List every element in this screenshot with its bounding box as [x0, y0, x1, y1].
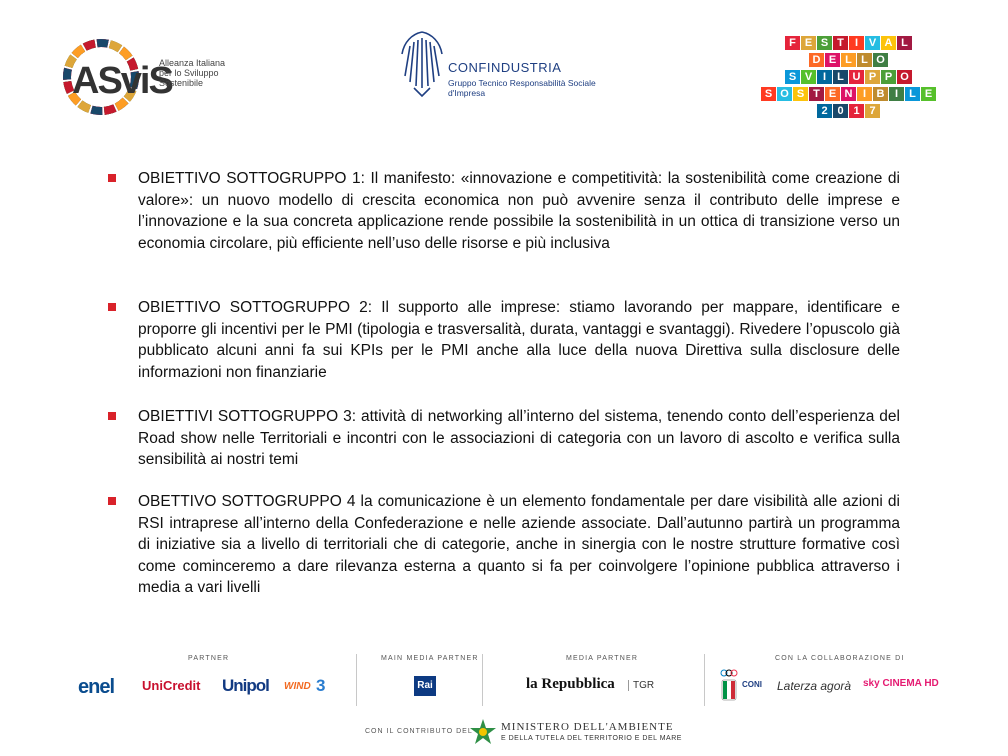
- festival-letter: 1: [849, 104, 864, 118]
- repubblica-logo: la Repubblica: [526, 676, 615, 692]
- ministero-star-icon: [469, 718, 497, 746]
- enel-logo: enel: [78, 676, 115, 698]
- main-media-label: MAIN MEDIA PARTNER: [381, 655, 479, 662]
- partner-group: [70, 652, 350, 712]
- partners-strip: [70, 652, 950, 712]
- bullet-marker: [108, 497, 116, 505]
- festival-row: [785, 70, 913, 86]
- festival-row: [785, 36, 913, 52]
- festival-letter: B: [873, 87, 888, 101]
- festival-letter: T: [833, 36, 848, 50]
- festival-letter: O: [897, 70, 912, 84]
- festival-letter: E: [825, 87, 840, 101]
- festival-letter: I: [817, 70, 832, 84]
- partner-divider: [356, 654, 357, 706]
- three-logo: 3: [316, 676, 326, 695]
- confindustria-name: CONFINDUSTRIA: [448, 60, 562, 75]
- festival-letter: 0: [833, 104, 848, 118]
- festival-row: [761, 87, 937, 103]
- unicredit-logo: UniCredit: [142, 678, 201, 693]
- festival-letter: V: [801, 70, 816, 84]
- rai-logo: Rai: [414, 676, 436, 696]
- festival-letter: 2: [817, 104, 832, 118]
- contributo-label: CON IL CONTRIBUTO DEL: [365, 728, 473, 735]
- confindustria-logo: [398, 28, 608, 106]
- objective-text-3: OBIETTIVI SOTTOGRUPPO 3: attività di networking all’interno del sistema, tenendo conto dell’esperienza del Road show nelle Territoriali e incontri con le associazioni di categoria con un lavoro di ascolto e verifica sulla sensibilità ai nostri temi: [138, 408, 900, 469]
- festival-letter: E: [825, 53, 840, 67]
- festival-letter: D: [809, 53, 824, 67]
- confindustria-subtitle: Gruppo Tecnico Responsabilità Sociale d'Impresa: [448, 78, 596, 98]
- asvis-logo: [62, 38, 237, 116]
- coni-rings-icon: [720, 668, 738, 702]
- partner-label: PARTNER: [188, 655, 230, 662]
- festival-letter: L: [833, 70, 848, 84]
- coni-logo: CONI: [742, 680, 762, 689]
- festival-row: [817, 104, 881, 120]
- objective-bullet-4: [108, 491, 900, 599]
- festival-letter: L: [841, 53, 856, 67]
- bullet-marker: [108, 412, 116, 420]
- festival-letter: S: [793, 87, 808, 101]
- festival-letter: L: [897, 36, 912, 50]
- media-partner-label: MEDIA PARTNER: [566, 655, 639, 662]
- media-divider: [704, 654, 705, 706]
- bullet-marker: [108, 303, 116, 311]
- objective-text-4: OBETTIVO SOTTOGRUPPO 4 la comunicazione è un elemento fondamentale per dare visibilità alle azioni di RSI intraprese all’interno della Confederazione e nelle aziende associate. Dall’autunno partirà un programma di iniziative sia a livello di territoriali che di categorie, anche in sinergia con le nostre strutture formative così come cominceremo a dare rilevanza esterna a quanto si fa per coinvolgere l’opinione pubblica attraverso i media a vari livelli: [138, 493, 900, 597]
- main-media-divider: [482, 654, 483, 706]
- festival-letter: S: [817, 36, 832, 50]
- festival-letter: P: [865, 70, 880, 84]
- festival-letter: F: [785, 36, 800, 50]
- media-partner-group: [494, 652, 694, 712]
- festival-letter: I: [849, 36, 864, 50]
- festival-letter: V: [865, 36, 880, 50]
- bullet-marker: [108, 174, 116, 182]
- collaboration-group: [715, 652, 950, 712]
- ministero-name: MINISTERO DELL'AMBIENTE: [501, 721, 674, 733]
- tgr-logo: TGR: [628, 680, 654, 691]
- objective-text-1: OBIETTIVO SOTTOGRUPPO 1: Il manifesto: «innovazione e competitività: la sostenibilità come creazione di valore»: un nuovo modello di crescita economica non può avvenire senza il contributo delle imprese e l’innovazione e la sua concreta applicazione rende possibile la sostenibilità in un ottica di transizione verso un economia circolare, più efficiente nell’uso delle risorse e più inclusiva: [138, 170, 900, 252]
- festival-letter: 7: [865, 104, 880, 118]
- wind-logo: WIND: [284, 681, 311, 692]
- ministero-contribution: [365, 718, 682, 752]
- objective-text-2: OBIETTIVO SOTTOGRUPPO 2: Il supporto alle imprese: stiamo lavorando per mappare, identificare e proporre gli incentivi per le PMI (tipologia e trasversalità, durata, vantaggi e svantaggi). Rivedere l’opuscolo già pubblicato alcuni anni fa sui KPIs per le PMI anche alla luce della nuova Direttiva sulla disclosure delle informazioni non finanziarie: [138, 299, 900, 381]
- festival-letter: O: [873, 53, 888, 67]
- festival-letter: S: [785, 70, 800, 84]
- collaboration-label: CON LA COLLABORAZIONE DI: [775, 655, 905, 662]
- unipol-logo: Unipol: [222, 676, 269, 695]
- festival-letter: S: [761, 87, 776, 101]
- sky-cinema-logo: sky CINEMA HD: [863, 678, 939, 689]
- objective-bullet-1: [108, 168, 900, 254]
- objective-bullet-3: [108, 406, 900, 471]
- festival-letter: O: [777, 87, 792, 101]
- main-media-group: [370, 652, 479, 712]
- festival-letter: I: [857, 87, 872, 101]
- festival-letter: P: [881, 70, 896, 84]
- asvis-wordmark: ASviS: [72, 60, 172, 102]
- festival-row: [809, 53, 889, 69]
- festival-letter: E: [921, 87, 936, 101]
- festival-letter: I: [889, 87, 904, 101]
- festival-letter: A: [881, 36, 896, 50]
- laterza-logo: Laterza agorà: [777, 679, 852, 693]
- festival-letter: L: [905, 87, 920, 101]
- festival-letter: E: [801, 36, 816, 50]
- festival-letter: T: [809, 87, 824, 101]
- festival-letter: L: [857, 53, 872, 67]
- asvis-subtitle: Alleanza Italiana per lo Sviluppo Sostenibile: [159, 58, 226, 88]
- objective-bullet-2: [108, 297, 900, 383]
- festival-letter: U: [849, 70, 864, 84]
- eagle-emblem-icon: [398, 28, 446, 100]
- festival-logo: [756, 36, 942, 124]
- festival-letter: N: [841, 87, 856, 101]
- ministero-subtitle: E DELLA TUTELA DEL TERRITORIO E DEL MARE: [501, 735, 682, 742]
